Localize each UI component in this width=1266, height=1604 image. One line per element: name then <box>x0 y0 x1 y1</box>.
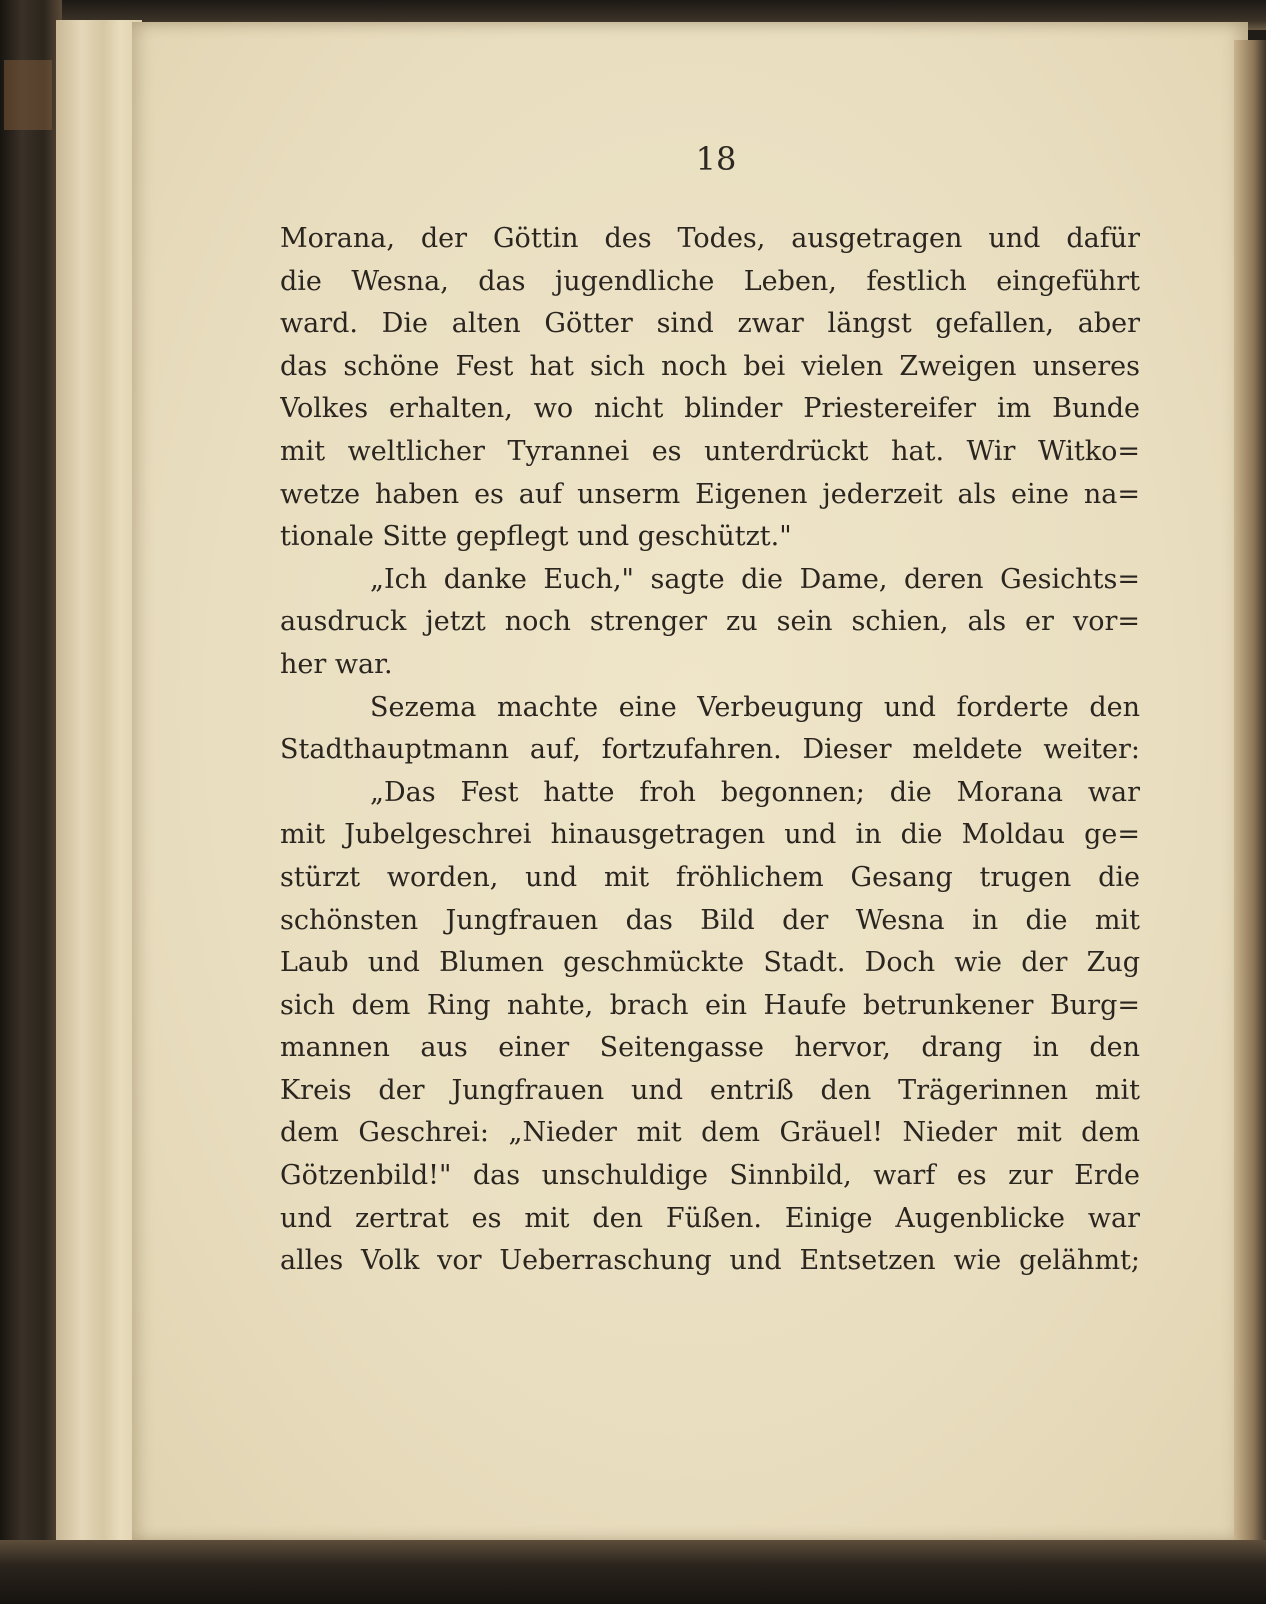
page-number: 18 <box>695 140 737 178</box>
page-edges-right <box>1234 40 1266 1540</box>
text-line: ausdruck jetzt noch strenger zu sein schien, als er vor= <box>280 606 1140 638</box>
text-line: Morana, der Göttin des Todes, ausgetragen und dafür <box>280 223 1140 254</box>
text-line: tionale Sitte gepflegt und geschützt." <box>280 521 792 553</box>
text-line: wetze haben es auf unserm Eigenen jederzeit als eine na= <box>280 478 1140 510</box>
text-line: mit Jubelgeschrei hinausgetragen und in die Moldau ge= <box>280 819 1140 851</box>
text-line: das schöne Fest hat sich noch bei vielen Zweigen unseres <box>280 350 1140 382</box>
book-cover-bottom <box>0 1540 1266 1604</box>
text-line: mannen aus einer Seitengasse hervor, drang in den <box>280 1032 1140 1064</box>
text-line: ward. Die alten Götter sind zwar längst gefallen, aber <box>280 308 1140 340</box>
text-line: „Ich danke Euch," sagte die Dame, deren Gesichts= <box>370 563 1140 595</box>
text-line: Sezema machte eine Verbeugung und forderte den <box>370 691 1140 723</box>
book-cover-spine <box>0 0 62 1604</box>
text-line: Laub und Blumen geschmückte Stadt. Doch wie der Zug <box>280 947 1140 979</box>
text-line: schönsten Jungfrauen das Bild der Wesna in die mit <box>280 904 1140 936</box>
text-line: „Das Fest hatte froh begonnen; die Morana war <box>370 776 1140 808</box>
text-line: Götzenbild!" das unschuldige Sinnbild, warf es zur Erde <box>280 1160 1140 1192</box>
text-line: stürzt worden, und mit fröhlichem Gesang trugen die <box>280 861 1140 893</box>
page-edges-left <box>56 20 142 1550</box>
body-text <box>280 218 1140 1283</box>
text-line: her war. <box>280 648 393 680</box>
text-line: sich dem Ring nahte, brach ein Haufe betrunkener Burg= <box>280 989 1140 1021</box>
text-line: die Wesna, das jugendliche Leben, festlich eingeführt <box>280 265 1140 297</box>
text-line: Volkes erhalten, wo nicht blinder Priestereifer im Bunde <box>280 393 1140 425</box>
text-line: und zertrat es mit den Füßen. Einige Augenblicke war <box>280 1202 1140 1234</box>
worn-leather-patch <box>4 60 52 130</box>
text-line: dem Geschrei: „Nieder mit dem Gräuel! Nieder mit dem <box>280 1117 1140 1149</box>
text-line: Stadthauptmann auf, fortzufahren. Dieser meldete weiter: <box>280 734 1140 766</box>
text-line: alles Volk vor Ueberraschung und Entsetzen wie gelähmt; <box>280 1245 1140 1277</box>
text-line: Kreis der Jungfrauen und entriß den Trägerinnen mit <box>280 1074 1140 1106</box>
text-line: mit weltlicher Tyrannei es unterdrückt hat. Wir Witko= <box>280 435 1140 467</box>
